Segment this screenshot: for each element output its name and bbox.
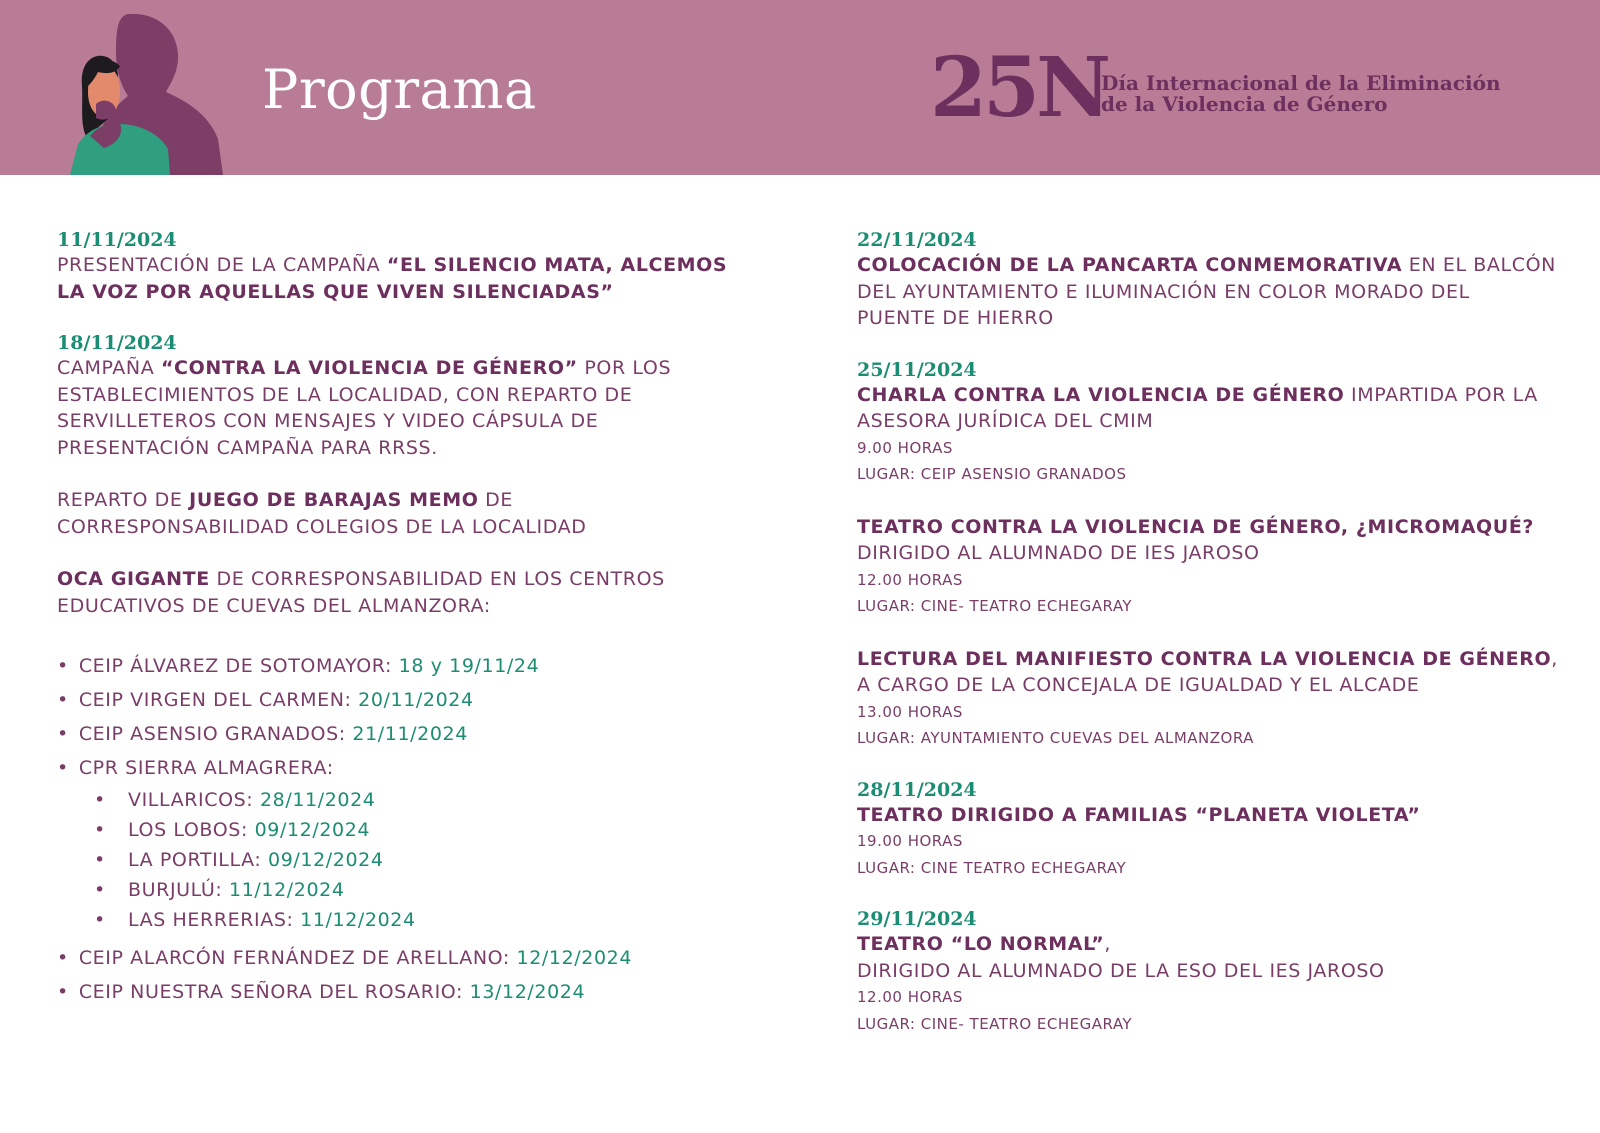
event-block xyxy=(857,907,1557,1037)
event-text: EDUCATIVOS DE CUEVAS DEL ALMANZORA: xyxy=(57,594,491,617)
event-date: 29/11/2024 xyxy=(857,908,977,930)
sub-list-item: • LOS LOBOS: 09/12/2024 xyxy=(94,819,371,841)
event-block xyxy=(857,514,1557,620)
list-item: • CEIP ALARCÓN FERNÁNDEZ DE ARELLANO: 12/12/2024 xyxy=(57,947,633,969)
event-text: SERVILLETEROS CON MENSAJES Y VIDEO CÁPSULA DE xyxy=(57,410,599,432)
event-text: DEL AYUNTAMIENTO E ILUMINACIÓN EN COLOR MORADO DEL xyxy=(857,280,1470,303)
event-block xyxy=(857,646,1557,752)
event-block xyxy=(57,566,787,619)
sub-list-item: • LA PORTILLA: 09/12/2024 xyxy=(94,849,384,871)
list-item: • CEIP NUESTRA SEÑORA DEL ROSARIO: 13/12/2024 xyxy=(57,981,586,1003)
headline-line-1: Día Internacional de la Eliminación xyxy=(1101,71,1501,95)
sub-list-item: • BURJULÚ: 11/12/2024 xyxy=(94,879,345,901)
event-place: LUGAR: AYUNTAMIENTO CUEVAS DEL ALMANZORA xyxy=(857,729,1254,747)
event-text: CORRESPONSABILIDAD COLEGIOS DE LA LOCALIDAD xyxy=(57,515,587,538)
right-column xyxy=(857,228,1557,1037)
school-list xyxy=(57,649,787,1009)
event-text: LA VOZ POR AQUELLAS QUE VIVEN SILENCIADAS” xyxy=(57,280,614,303)
event-text: TEATRO DIRIGIDO A FAMILIAS “PLANETA VIOLETA” xyxy=(857,803,1421,826)
event-time: 12.00 HORAS xyxy=(857,570,963,589)
event-text: TEATRO “LO NORMAL”, xyxy=(857,933,1111,955)
event-text: CHARLA CONTRA LA VIOLENCIA DE GÉNERO IMPARTIDA POR LA xyxy=(857,383,1538,406)
event-text: COLOCACIÓN DE LA PANCARTA CONMEMORATIVA EN EL BALCÓN xyxy=(857,254,1556,276)
event-text: ESTABLECIMIENTOS DE LA LOCALIDAD, CON REPARTO DE xyxy=(57,383,633,406)
event-block xyxy=(857,228,1557,332)
event-text: REPARTO DE JUEGO DE BARAJAS MEMO DE xyxy=(57,489,513,511)
page-title: Programa xyxy=(262,58,537,121)
event-text: PRESENTACIÓN DE LA CAMPAÑA “EL SILENCIO MATA, ALCEMOS xyxy=(57,254,728,276)
event-place: LUGAR: CINE- TEATRO ECHEGARAY xyxy=(857,597,1133,615)
event-time: 9.00 HORAS xyxy=(857,438,953,457)
sub-list-item: • VILLARICOS: 28/11/2024 xyxy=(94,789,376,811)
event-date: 11/11/2024 xyxy=(57,229,177,251)
sub-list-item: • LAS HERRERIAS: 11/12/2024 xyxy=(94,909,416,931)
event-block xyxy=(57,487,787,540)
event-time: 12.00 HORAS xyxy=(857,988,963,1006)
badge-25n: 25N xyxy=(930,40,1108,136)
list-item: • CPR SIERRA ALMAGRERA: xyxy=(57,757,334,779)
event-block xyxy=(57,228,787,305)
event-place: LUGAR: CEIP ASENSIO GRANADOS xyxy=(857,465,1127,483)
list-item: • CEIP ÁLVAREZ DE SOTOMAYOR: 18 y 19/11/24 xyxy=(57,655,540,677)
event-block xyxy=(857,778,1557,882)
event-place: LUGAR: CINE- TEATRO ECHEGARAY xyxy=(857,1014,1133,1033)
event-time: 13.00 HORAS xyxy=(857,702,963,721)
event-headline xyxy=(1101,73,1500,115)
event-text: TEATRO CONTRA LA VIOLENCIA DE GÉNERO, ¿MICROMAQUÉ? xyxy=(857,515,1535,538)
header-banner xyxy=(0,0,1600,175)
event-place: LUGAR: CINE TEATRO ECHEGARAY xyxy=(857,858,1127,877)
event-text: LECTURA DEL MANIFIESTO CONTRA LA VIOLENCIA DE GÉNERO, xyxy=(857,647,1558,670)
list-item: • CEIP VIRGEN DEL CARMEN: 20/11/2024 xyxy=(57,689,474,711)
list-item: • CEIP ASENSIO GRANADOS: 21/11/2024 xyxy=(57,723,468,745)
event-text: PUENTE DE HIERRO xyxy=(857,307,1054,329)
event-date: 25/11/2024 xyxy=(857,358,977,381)
event-text: ASESORA JURÍDICA DEL CMIM xyxy=(857,410,1154,432)
event-date: 22/11/2024 xyxy=(857,229,977,251)
event-text: A CARGO DE LA CONCEJALA DE IGUALDAD Y EL ALCADE xyxy=(857,674,1420,696)
event-block xyxy=(57,331,787,461)
event-time: 19.00 HORAS xyxy=(857,832,963,850)
event-text: OCA GIGANTE DE CORRESPONSABILIDAD EN LOS CENTROS xyxy=(57,568,665,590)
headline-line-2: de la Violencia de Género xyxy=(1101,92,1388,116)
left-column xyxy=(57,228,787,1009)
woman-silhouette-illustration xyxy=(58,14,233,175)
event-text: PRESENTACIÓN CAMPAÑA PARA RRSS. xyxy=(57,436,438,459)
event-text: DIRIGIDO AL ALUMNADO DE IES JAROSO xyxy=(857,542,1260,564)
event-text: DIRIGIDO AL ALUMNADO DE LA ESO DEL IES JAROSO xyxy=(857,959,1385,982)
event-date: 28/11/2024 xyxy=(857,778,977,801)
event-text: CAMPAÑA “CONTRA LA VIOLENCIA DE GÉNERO” POR LOS xyxy=(57,357,672,379)
event-date: 18/11/2024 xyxy=(57,332,177,354)
event-block xyxy=(857,358,1557,488)
